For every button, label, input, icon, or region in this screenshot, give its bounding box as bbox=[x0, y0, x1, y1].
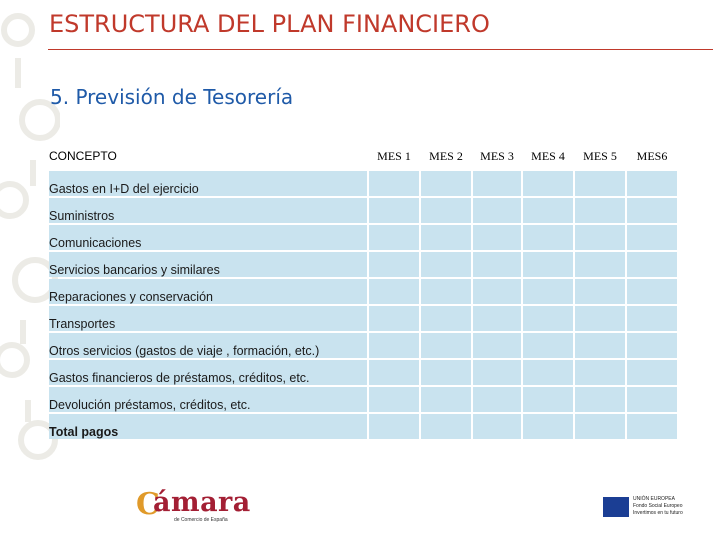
camara-logo-initial: C bbox=[136, 487, 160, 522]
month-cell-1[interactable] bbox=[369, 306, 419, 331]
month-header-1: MES 1 bbox=[377, 148, 411, 163]
month-cell-6[interactable] bbox=[627, 414, 677, 439]
month-cell-2[interactable] bbox=[421, 306, 471, 331]
month-cell-5[interactable] bbox=[575, 387, 625, 412]
month-cell-6[interactable] bbox=[627, 333, 677, 358]
month-cell-1[interactable] bbox=[369, 414, 419, 439]
month-cell-2[interactable] bbox=[421, 279, 471, 304]
month-header-4: MES 4 bbox=[531, 148, 565, 163]
table-row bbox=[49, 387, 677, 412]
month-cell-5[interactable] bbox=[575, 225, 625, 250]
month-cell-6[interactable] bbox=[627, 198, 677, 223]
month-cell-4[interactable] bbox=[523, 414, 573, 439]
month-header-3: MES 3 bbox=[480, 148, 514, 163]
month-cell-3[interactable] bbox=[473, 333, 521, 358]
month-cell-1[interactable] bbox=[369, 360, 419, 385]
month-cell-5[interactable] bbox=[575, 198, 625, 223]
month-cell-5[interactable] bbox=[575, 414, 625, 439]
month-cell-4[interactable] bbox=[523, 360, 573, 385]
month-cell-4[interactable] bbox=[523, 171, 573, 196]
month-cell-1[interactable] bbox=[369, 171, 419, 196]
month-cell-2[interactable] bbox=[421, 414, 471, 439]
month-cell-3[interactable] bbox=[473, 414, 521, 439]
concept-label: Servicios bancarios y similares bbox=[49, 252, 367, 277]
month-cell-4[interactable] bbox=[523, 333, 573, 358]
month-cell-6[interactable] bbox=[627, 171, 677, 196]
month-cell-4[interactable] bbox=[523, 252, 573, 277]
month-cell-2[interactable] bbox=[421, 225, 471, 250]
month-cell-3[interactable] bbox=[473, 225, 521, 250]
concept-label: Otros servicios (gastos de viaje , formación, etc.) bbox=[49, 333, 367, 358]
table-row bbox=[49, 306, 677, 331]
eu-line-2: Fondo Social Europeo bbox=[633, 503, 683, 509]
month-header-5: MES 5 bbox=[583, 148, 617, 163]
month-cell-4[interactable] bbox=[523, 225, 573, 250]
page-title: ESTRUCTURA DEL PLAN FINANCIERO bbox=[49, 10, 490, 38]
month-cell-5[interactable] bbox=[575, 306, 625, 331]
table-row bbox=[49, 171, 677, 196]
month-cell-4[interactable] bbox=[523, 387, 573, 412]
month-cell-1[interactable] bbox=[369, 279, 419, 304]
month-cell-3[interactable] bbox=[473, 171, 521, 196]
month-cell-5[interactable] bbox=[575, 360, 625, 385]
month-cell-4[interactable] bbox=[523, 198, 573, 223]
concept-label: Comunicaciones bbox=[49, 225, 367, 250]
month-cell-1[interactable] bbox=[369, 225, 419, 250]
month-cell-3[interactable] bbox=[473, 252, 521, 277]
concept-label: Gastos financieros de préstamos, créditos, etc. bbox=[49, 360, 367, 385]
month-cell-3[interactable] bbox=[473, 198, 521, 223]
month-cell-6[interactable] bbox=[627, 306, 677, 331]
month-cell-2[interactable] bbox=[421, 171, 471, 196]
month-cell-2[interactable] bbox=[421, 387, 471, 412]
table-header-row bbox=[49, 143, 677, 169]
month-cell-3[interactable] bbox=[473, 306, 521, 331]
month-cell-5[interactable] bbox=[575, 333, 625, 358]
table-row bbox=[49, 360, 677, 385]
eu-line-3: Invertimos en tu futuro bbox=[633, 510, 683, 516]
month-cell-1[interactable] bbox=[369, 387, 419, 412]
concept-label: Gastos en I+D del ejercicio bbox=[49, 171, 367, 196]
month-header-2: MES 2 bbox=[429, 148, 463, 163]
table-row bbox=[49, 414, 677, 439]
month-cell-6[interactable] bbox=[627, 225, 677, 250]
concept-header: CONCEPTO bbox=[49, 149, 117, 163]
table-row bbox=[49, 279, 677, 304]
month-cell-6[interactable] bbox=[627, 279, 677, 304]
treasury-table bbox=[47, 141, 679, 441]
month-cell-2[interactable] bbox=[421, 198, 471, 223]
concept-label: Transportes bbox=[49, 306, 367, 331]
concept-label: Total pagos bbox=[49, 414, 367, 439]
camara-logo-subtitle: de Comercio de España bbox=[174, 517, 228, 523]
section-subtitle: 5. Previsión de Tesorería bbox=[50, 85, 294, 109]
table-row bbox=[49, 333, 677, 358]
title-divider bbox=[48, 49, 713, 50]
month-cell-1[interactable] bbox=[369, 252, 419, 277]
month-cell-5[interactable] bbox=[575, 279, 625, 304]
camara-logo: ámara bbox=[153, 487, 251, 518]
concept-label: Reparaciones y conservación bbox=[49, 279, 367, 304]
month-cell-3[interactable] bbox=[473, 279, 521, 304]
table-row bbox=[49, 252, 677, 277]
table-row bbox=[49, 198, 677, 223]
eu-funding-text bbox=[633, 496, 683, 517]
month-cell-4[interactable] bbox=[523, 306, 573, 331]
month-cell-1[interactable] bbox=[369, 333, 419, 358]
month-cell-6[interactable] bbox=[627, 387, 677, 412]
month-cell-4[interactable] bbox=[523, 279, 573, 304]
concept-label: Suministros bbox=[49, 198, 367, 223]
month-cell-2[interactable] bbox=[421, 252, 471, 277]
table-body bbox=[49, 171, 677, 439]
concept-label: Devolución préstamos, créditos, etc. bbox=[49, 387, 367, 412]
month-cell-5[interactable] bbox=[575, 252, 625, 277]
month-cell-3[interactable] bbox=[473, 360, 521, 385]
month-cell-3[interactable] bbox=[473, 387, 521, 412]
month-header-6: MES6 bbox=[636, 148, 668, 163]
month-cell-6[interactable] bbox=[627, 360, 677, 385]
month-cell-2[interactable] bbox=[421, 333, 471, 358]
eu-flag-icon bbox=[603, 497, 629, 517]
month-cell-5[interactable] bbox=[575, 171, 625, 196]
month-cell-1[interactable] bbox=[369, 198, 419, 223]
eu-line-1: UNIÓN EUROPEA bbox=[633, 496, 675, 502]
table-row bbox=[49, 225, 677, 250]
month-cell-2[interactable] bbox=[421, 360, 471, 385]
month-cell-6[interactable] bbox=[627, 252, 677, 277]
